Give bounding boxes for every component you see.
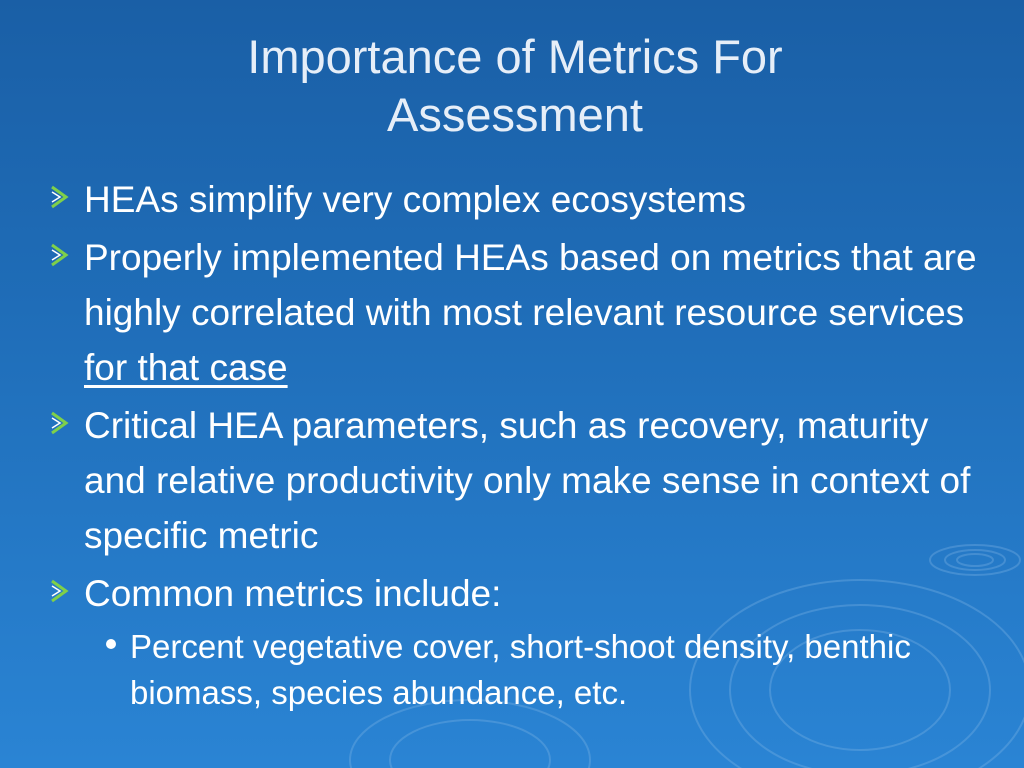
dot-icon [106, 639, 116, 649]
chevron-right-icon [48, 242, 72, 268]
bullet-item [48, 172, 988, 227]
bullet-item [48, 398, 988, 563]
sub-bullet-item [106, 624, 988, 716]
sub-bullet-text: Percent vegetative cover, short-shoot density, benthic biomass, species abundance, etc. [130, 628, 911, 711]
slide-title: Importance of Metrics For Assessment [247, 30, 783, 141]
bullet-text: Properly implemented HEAs based on metrics that are highly correlated with most relevant resource services [84, 237, 977, 333]
bullet-list [48, 172, 988, 716]
chevron-right-icon [48, 578, 72, 604]
chevron-right-icon [48, 410, 72, 436]
bullet-item [48, 230, 988, 395]
chevron-right-icon [48, 184, 72, 210]
emphasis-text: for that case [84, 347, 288, 388]
bullet-text: Critical HEA parameters, such as recovery, maturity and relative productivity only make sense in context of specific metric [84, 405, 971, 556]
bullet-text: HEAs simplify very complex ecosystems [84, 179, 747, 220]
bullet-text: Common metrics include: [84, 573, 502, 614]
bullet-item [48, 566, 988, 621]
